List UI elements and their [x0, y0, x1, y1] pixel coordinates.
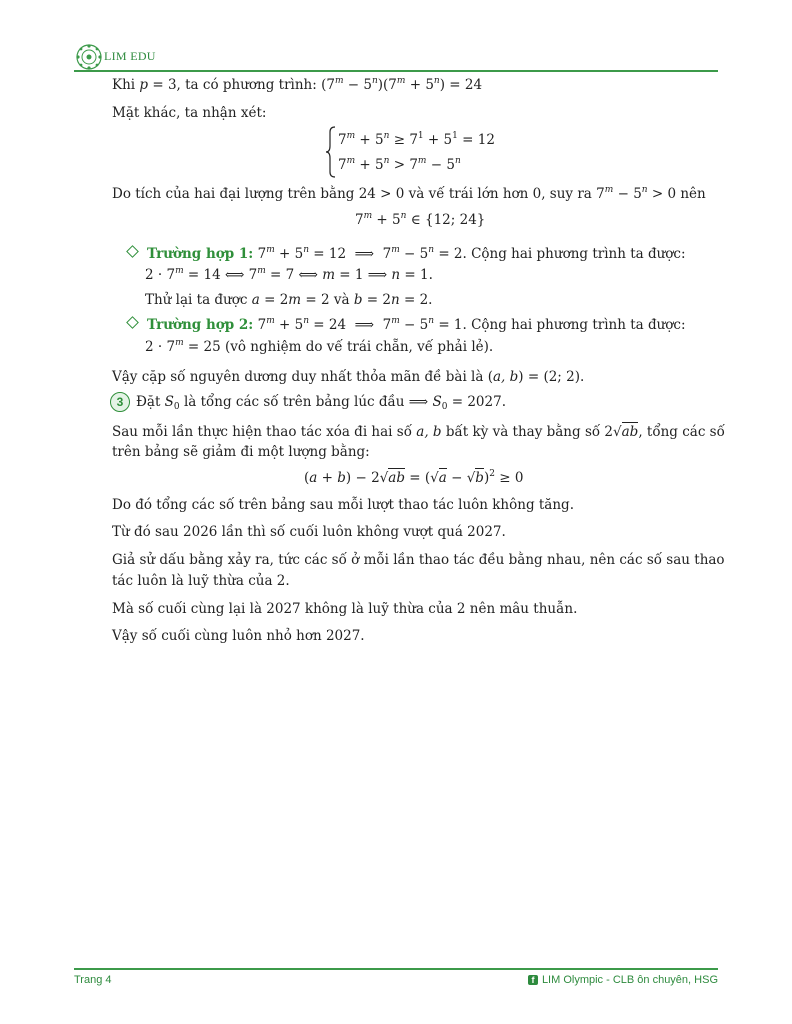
p1-prefix: Khi [112, 77, 140, 93]
p3-prefix: Do tích của hai đại lượng trên bằng 24 > 0 và vế trái lớn hơn 0, suy ra [112, 186, 597, 202]
case-1-line-2: $2 \cdot 7^m = 14$ ⟺ $7^m = 7$ ⟺ m = 1 ⟹ n = 1. [145, 266, 433, 283]
q3-prefix: Đặt [136, 394, 165, 410]
header-divider [74, 70, 718, 72]
case-1-check-mid: và [329, 292, 354, 308]
p1-mid: , ta có phương trình: [176, 77, 322, 93]
case-2-tail: . Cộng hai phương trình ta được: [462, 317, 686, 333]
case-2-note: (vô nghiệm do vế trái chẵn, vế phải lẻ). [220, 339, 494, 355]
diamond-bullet-icon [126, 245, 139, 258]
system-brace [326, 126, 336, 178]
diamond-bullet-icon [126, 316, 139, 329]
q3-p2-mid: bất kỳ và thay bằng số [441, 424, 605, 440]
conclusion: Vậy cặp số nguyên dương duy nhất thỏa mãn đề bài là (a, b) = (2; 2). [112, 369, 585, 385]
conclusion-prefix: Vậy cặp số nguyên dương duy nhất thỏa mãn đề bài là [112, 369, 488, 385]
q3-paragraph-3: Do đó tổng các số trên bảng sau mỗi lượt thao tác luôn không tăng. [112, 497, 574, 513]
case-2-line-1: Trường hợp 2: $7^m + 5^n = 24$ ⟹ $7^m - 5^n = 1$. Cộng hai phương trình ta được: [128, 316, 686, 334]
case-1-check: Thử lại ta được a = 2m = 2 và b = 2n = 2. [145, 292, 433, 308]
paragraph-product: Do tích của hai đại lượng trên bằng 24 > 0 và vế trái lớn hơn 0, suy ra $7^m - 5^n > 0$ nên [112, 185, 706, 202]
set-equation: $7^m + 5^n$ ∈ {12; 24} [355, 211, 486, 228]
question-number-badge: 3 [110, 392, 130, 412]
paragraph-observe: Mặt khác, ta nhận xét: [112, 105, 267, 121]
q3-paragraph-7: Vậy số cuối cùng luôn nhỏ hơn 2027. [112, 628, 365, 644]
case-1-tail: . Cộng hai phương trình ta được: [462, 246, 686, 262]
lim-edu-logo-icon [74, 42, 104, 72]
footer-page-number: Trang 4 [74, 974, 112, 986]
q3-paragraph-5-line-2: tác luôn là luỹ thừa của 2. [112, 573, 290, 589]
case-2-title: Trường hợp 2: [147, 317, 254, 333]
case-1-line-1: Trường hợp 1: $7^m + 5^n = 12$ ⟹ $7^m - 5^n = 2$. Cộng hai phương trình ta được: [128, 245, 686, 263]
q3-p2-suffix: , tổng các số [638, 424, 725, 440]
header-brand: LIM EDU [104, 49, 156, 63]
q3-paragraph-2-line-1: Sau mỗi lần thực hiện thao tác xóa đi hai số a, b bất kỳ và thay bằng số 2√ab, tổng các số [112, 424, 725, 440]
p3-suffix: nên [676, 186, 706, 202]
case-1-check-prefix: Thử lại ta được [145, 292, 252, 308]
case-1-title: Trường hợp 1: [147, 246, 254, 262]
case-2-line-2: $2 \cdot 7^m = 25$ (vô nghiệm do vế trái chẵn, vế phải lẻ). [145, 338, 494, 355]
q3-paragraph-6: Mà số cuối cùng lại là 2027 không là luỹ thừa của 2 nên mâu thuẫn. [112, 601, 578, 617]
q3-paragraph-4: Từ đó sau 2026 lần thì số cuối luôn không vượt quá 2027. [112, 524, 506, 540]
facebook-icon: f [528, 975, 538, 985]
system-eq-2: $7^m + 5^n > 7^m - 5^n$ [338, 156, 461, 173]
paragraph-p3-equation: Khi p = 3, ta có phương trình: $(7^m - 5^n)(7^m + 5^n) = 24$ [112, 76, 483, 93]
footer-club-name: LIM Olympic - CLB ôn chuyên, HSG [541, 974, 718, 986]
system-eq-1: $7^m + 5^n \ge 7^1 + 5^1 = 12$ [338, 131, 495, 148]
q3-paragraph-2-line-2: trên bảng sẽ giảm đi một lượng bằng: [112, 444, 370, 460]
q3-p2-prefix: Sau mỗi lần thực hiện thao tác xóa đi hai số [112, 424, 417, 440]
q3-paragraph-5-line-1: Giả sử dấu bằng xảy ra, tức các số ở mỗi lần thao tác đều bằng nhau, nên các số sau thao [112, 552, 725, 568]
q3-inequality: $(a + b) - 2√ab = (√a - √b)^2 \ge 0$ [304, 469, 524, 486]
q3-mid: là tổng các số trên bảng lúc đầu [179, 394, 409, 410]
footer-divider [74, 968, 718, 970]
footer-club-link[interactable] [528, 974, 718, 986]
q3-intro: Đặt $S_0$ là tổng các số trên bảng lúc đầu ⟹ $S_0 = 2027$. [136, 394, 506, 412]
